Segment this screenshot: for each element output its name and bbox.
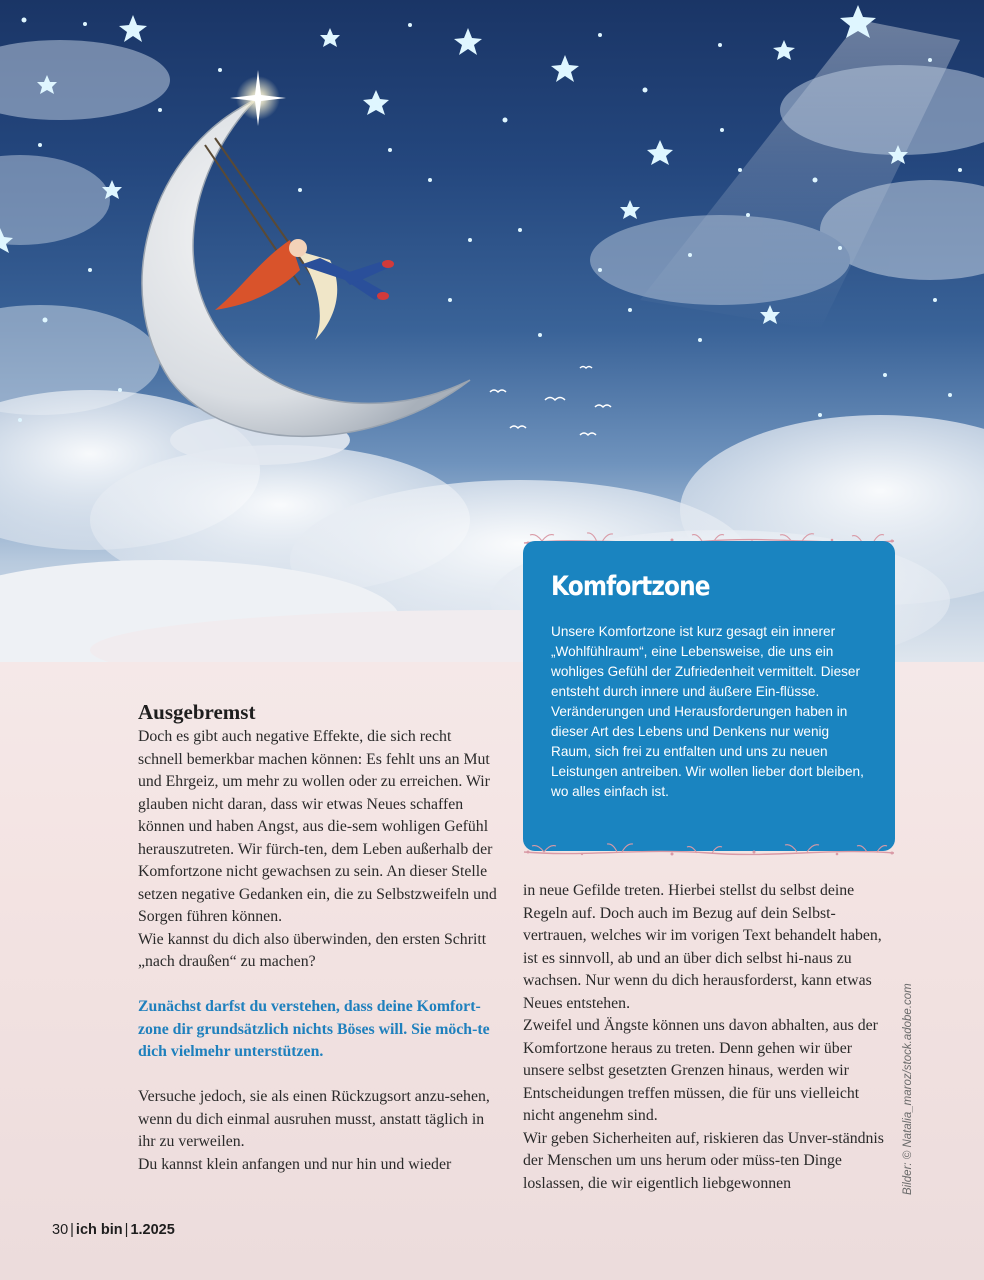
image-credit: Bilder: © Natalia_maroz/stock.adobe.com [902, 983, 914, 1195]
vine-ornament-bottom [522, 842, 896, 864]
article-paragraph: Wir geben Sicherheiten auf, riskieren das Unver-ständnis der Menschen um uns herum oder müss-ten Dinge loslassen, die wir eigentlich liebgewonnen [523, 1129, 884, 1192]
article-paragraph: in neue Gefilde treten. Hierbei stellst du selbst deine Regeln auf. Doch auch im Bezug auf dein Selbst-vertrauen, welches wir im vorigen Text behandelt haben, ist es sinnvoll, ab und an über dich selbst hi-naus zu wachsen. Nur wenn du dich herausforderst, kann etwas Neues entstehen. [523, 882, 882, 1012]
article-column-right [523, 880, 893, 1195]
clouds-upper [0, 40, 984, 415]
article-highlight: Zunächst darfst du verstehen, dass deine Komfort-zone dir grundsätzlich nichts Böses will. Sie möch-te dich vielmehr unterstützen. [138, 998, 490, 1060]
article-paragraph: Du kannst klein anfangen und nur hin und wieder [138, 1155, 452, 1173]
article-column-left [138, 698, 500, 1176]
magazine-name: ich bin [75, 1222, 123, 1238]
swing-rope-right [215, 138, 315, 280]
birds [490, 367, 611, 436]
info-box-komfortzone [523, 541, 895, 851]
article-paragraph: Versuche jedoch, sie als einen Rückzugsort anzu-sehen, wenn du dich einmal ausruhen musst, anstatt täglich in ihr zu verweilen. [138, 1088, 490, 1150]
article-paragraph: Wie kannst du dich also überwinden, den ersten Schritt „nach draußen“ zu machen? [138, 930, 487, 970]
page-number: 30 [52, 1222, 69, 1238]
info-box-title: Komfortzone [551, 571, 710, 602]
info-box-paragraph: Unsere Komfortzone ist kurz gesagt ein innerer „Wohlfühlraum“, eine Lebensweise, die uns ein wohliges Gefühl der Zufriedenheit vermittelt. Dieser entsteht durch innere und äußere Ein-flüsse. [551, 624, 861, 699]
girl-on-swing [215, 239, 394, 340]
info-box-paragraph: Veränderungen und Herausforderungen haben in dieser Art des Lebens und Denkens nur wenig Raum, sich frei zu entfalten und uns zu neuen Leistungen antreiben. Wir wollen lieber dort bleiben, wo alles einfach ist. [551, 704, 864, 799]
info-box-text [551, 622, 867, 802]
page-footer: 30 | ich bin | 1.2025 [52, 1222, 175, 1238]
article-heading: Ausgebremst [138, 700, 256, 724]
issue-number: 1.2025 [130, 1222, 175, 1238]
article-paragraph: Zweifel und Ängste können uns davon abhalten, aus der Komfortzone heraus zu treten. Denn gehen wir über unsere selbst gesetzten Grenzen hinaus, werden wir Entscheidungen treffen müssen, die für uns vielleicht nicht angenehm sind. [523, 1017, 878, 1124]
article-paragraph: Doch es gibt auch negative Effekte, die sich recht schnell bemerkbar machen können: Es fehlt uns an Mut und Ehrgeiz, um mehr zu wollen oder zu erreichen. Wir glauben nicht daran, dass wir etwas Neues schaffen können und haben Angst, aus die-sem wohligen Gefühl herauszutreten. Wir fürch-ten, dem Leben außerhalb der Komfortzone nicht gewachsen zu sein. An dieser Stelle setzen negative Gedanken ein, die zu Selbstzweifeln und Sorgen führen können. [138, 728, 497, 925]
